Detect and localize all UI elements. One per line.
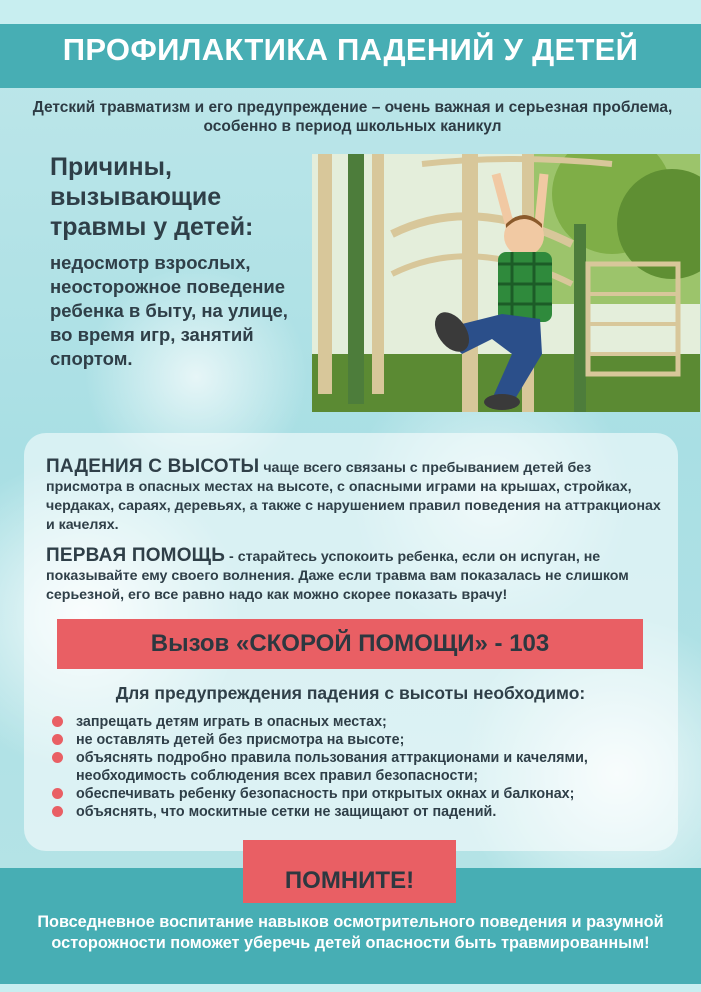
emergency-banner [57,619,643,669]
list-item: не оставлять детей без присмотра на высоте; [52,731,682,749]
causes-text: недосмотр взрослых, неосторожное поведение ребенка в быту, на улице, во время игр, занятий спортом. [50,252,288,369]
header-stripe [0,0,701,24]
causes-heading: Причины, вызывающие травмы у детей: [50,153,254,241]
footer-stripe [0,984,701,992]
first-aid-text: - старайтесь успокоить ребенка, если он испуган, не показывайте ему своего волнения. Даже если травма вам показалась не слишком серьезной, его все равно надо как можно скорее показать врачу! [46,549,629,603]
bullet-icon [52,806,63,817]
bullet-icon [52,752,63,763]
bullet-icon [52,788,63,799]
falls-lead: ПАДЕНИЯ С ВЫСОТЫ [46,456,260,477]
list-item: объяснять подробно правила пользования аттракционами и качелями, необходимость соблюдения всех правил безопасности; [52,749,682,785]
falls-paragraph [46,457,666,535]
list-item: запрещать детям играть в опасных местах; [52,713,682,731]
emergency-text: Вызов «СКОРОЙ ПОМОЩИ» - 103 [150,630,550,657]
first-aid-lead: ПЕРВАЯ ПОМОЩЬ [46,545,226,566]
remember-text: ПОМНИТЕ! [284,867,415,894]
bullet-icon [52,716,63,727]
list-item: объяснять, что москитные сетки не защищают от падений. [52,803,682,821]
intro-text: Детский травматизм и его предупреждение – очень важная и серьезная проблема, особенно в период школьных каникул [32,99,673,135]
remember-badge [243,840,456,903]
boy-on-monkey-bars-illustration [312,154,700,412]
first-aid-paragraph [46,546,666,605]
falls-text: чаще всего связаны с пребыванием детей без присмотра в опасных местах на высоте, с опасными играми на крышах, стройках, чердаках, сараях, деревьях, а также с нарушением правил поведения на аттракционах и качелях. [46,460,661,533]
list-item: обеспечивать ребенку безопасность при открытых окнах и балконах; [52,785,682,803]
closing-text: Повседневное воспитание навыков осмотрительного поведения и разумной осторожности поможет уберечь детей опасности быть травмированным! [37,913,664,952]
bullet-icon [52,734,63,745]
page-title: ПРОФИЛАКТИКА ПАДЕНИЙ У ДЕТЕЙ [62,32,639,67]
prevention-list [52,713,682,821]
playground-photo [312,154,700,412]
prevention-heading: Для предупреждения падения с высоты необходимо: [115,683,586,703]
